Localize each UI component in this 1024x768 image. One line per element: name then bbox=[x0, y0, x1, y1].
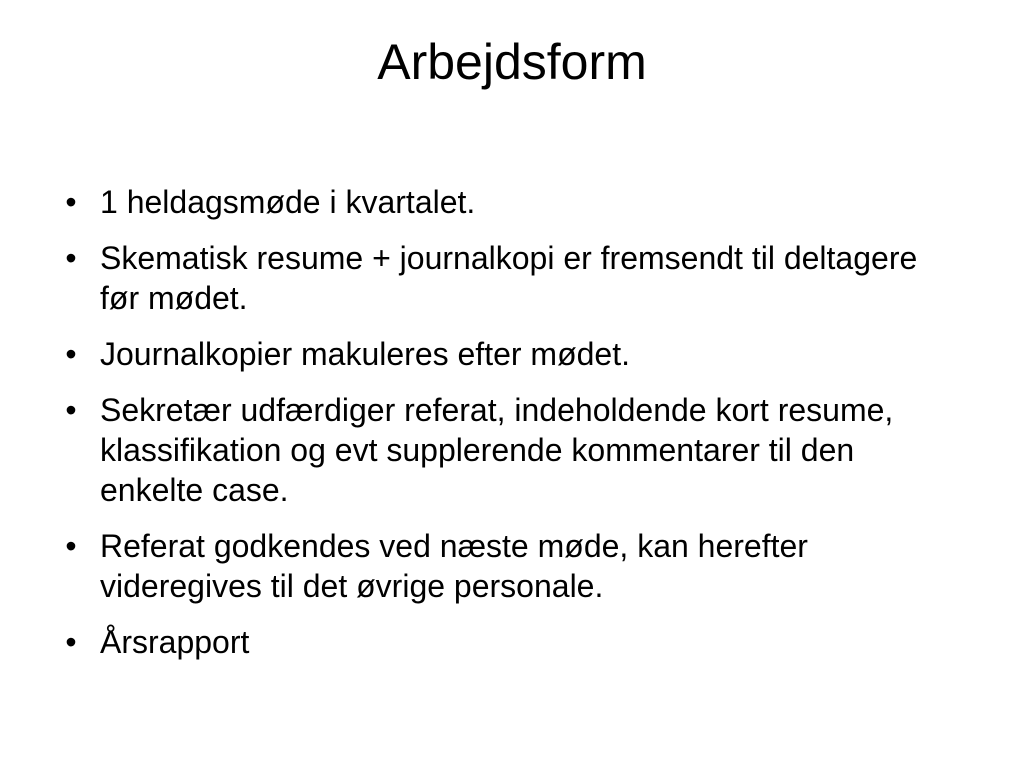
bullet-text: Skematisk resume + journalkopi er fremsendt til deltagere før mødet. bbox=[100, 240, 918, 316]
bullet-text: Journalkopier makuleres efter mødet. bbox=[100, 336, 630, 372]
bullet-icon: • bbox=[65, 624, 77, 660]
bullet-item-4 bbox=[56, 390, 956, 510]
bullet-icon: • bbox=[65, 528, 77, 564]
bullet-icon: • bbox=[65, 240, 77, 276]
bullet-item-2 bbox=[56, 238, 956, 318]
bullet-icon: • bbox=[65, 336, 77, 372]
bullet-item-6 bbox=[56, 622, 956, 662]
bullet-icon: • bbox=[65, 184, 77, 220]
bullet-text: 1 heldagsmøde i kvartalet. bbox=[100, 184, 476, 220]
bullet-item-3 bbox=[56, 334, 956, 374]
bullet-item-1 bbox=[56, 182, 956, 222]
bullet-icon: • bbox=[65, 392, 77, 428]
bullet-text: Referat godkendes ved næste møde, kan herefter videregives til det øvrige personale. bbox=[100, 528, 808, 604]
slide-title: Arbejdsform bbox=[377, 34, 647, 90]
bullet-text: Sekretær udfærdiger referat, indeholdende kort resume, klassifikation og evt supplerende kommentarer til den enkelte case. bbox=[100, 392, 894, 508]
bullet-text: Årsrapport bbox=[100, 624, 250, 660]
bullet-item-5 bbox=[56, 526, 956, 606]
bullet-list bbox=[56, 182, 956, 678]
